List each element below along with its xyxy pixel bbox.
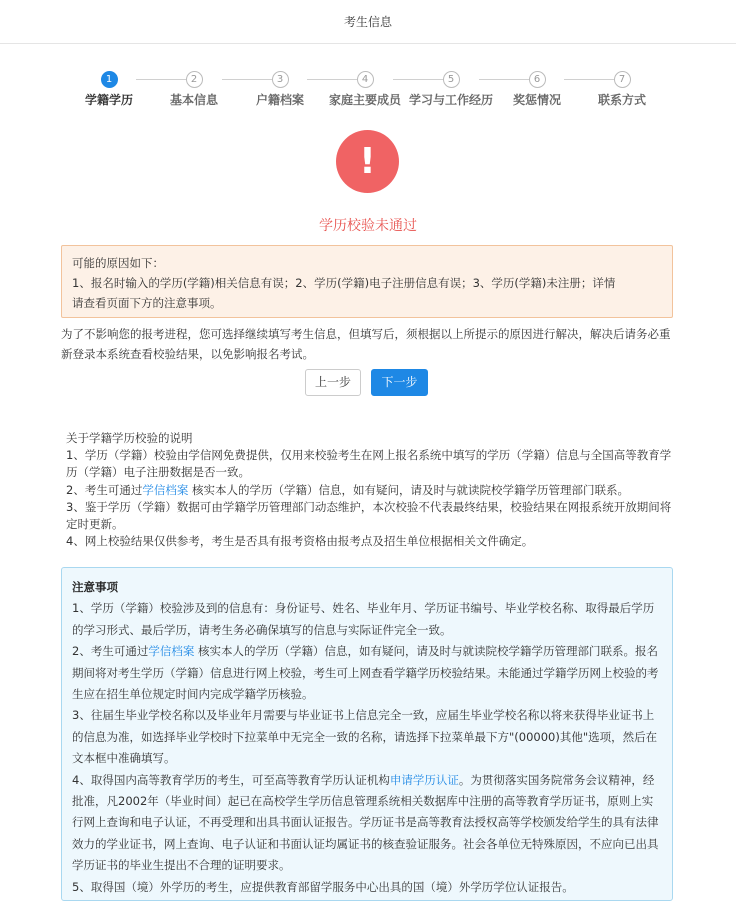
next-step-button[interactable]: 下一步 bbox=[371, 369, 428, 396]
step-connector bbox=[393, 79, 443, 80]
step-connector bbox=[307, 79, 357, 80]
step-number: 5 bbox=[443, 71, 460, 88]
reason-line: 1、报名时输入的学历(学籍)相关信息有误；2、学历(学籍)电子注册信息有误；3、学历(学籍)未注册；详情 bbox=[72, 276, 616, 290]
page-header bbox=[0, 0, 736, 44]
notice-text: 4、取得国内高等教育学历的考生，可至高等教育学历认证机构 bbox=[72, 772, 390, 787]
step-6 bbox=[494, 70, 580, 108]
step-connector bbox=[222, 79, 272, 80]
apply-certification-link[interactable]: 申请学历认证 bbox=[389, 772, 459, 787]
continue-notice-text: 为了不影响您的报考进程，您可选择继续填写考生信息，但填写后，须根据以上所提示的原因进行解决，解决后请务必重新登录本系统查看校验结果，以免影响报名考试。 bbox=[61, 327, 671, 361]
step-number: 7 bbox=[614, 71, 631, 88]
notice-item: 3、往届生毕业学校名称以及毕业年月需要与毕业证书上信息完全一致，应届生毕业学校名称以将来获得毕业证书上的信息为准，如选择毕业学校时下拉菜单中无完全一致的名称，请选择下拉菜单最下方"(00000)其他"选项，然后在文本框中准确填写。 bbox=[72, 708, 658, 766]
step-label: 户籍档案 bbox=[255, 93, 304, 107]
step-number: 3 bbox=[272, 71, 289, 88]
xuexin-archive-link[interactable]: 学信档案 bbox=[142, 482, 189, 497]
notice-item: 1、学历（学籍）校验涉及到的信息有：身份证号、姓名、毕业年月、学历证书编号、毕业学校名称、取得最后学历的学习形式、最后学历，请考生务必确保填写的信息与实际证件完全一致。 bbox=[72, 601, 655, 637]
step-label: 家庭主要成员 bbox=[328, 93, 401, 107]
step-connector bbox=[479, 79, 529, 80]
explanation-item: 4、网上校验结果仅供参考，考生是否具有报考资格由报考点及招生单位根据相关文件确定。 bbox=[66, 534, 534, 549]
reason-warning-box bbox=[61, 245, 673, 318]
notice-text: 。为贯彻落实国务院常务会议精神，经批准，凡2002年（毕业时间）起已在高校学生学历信息管理系统相关数据库中注册的高等教育学历证书，原则上实行网上查询和电子认证，不再受理和出具书面认证报告。学历证书是高等教育法授权高等学校颁发给学生的具有法律效力的学业证书，网上查询、电子认证和书面认证均属证书的核查验证服务。社会各单位无特殊原因，不应向已出具学历证书的毕业生提出不合理的证明要求。 bbox=[72, 772, 659, 873]
step-4 bbox=[322, 70, 408, 108]
step-number: 6 bbox=[529, 71, 546, 88]
step-label: 基本信息 bbox=[169, 93, 218, 107]
step-1 bbox=[66, 70, 152, 108]
step-connector bbox=[136, 79, 186, 80]
step-2 bbox=[151, 70, 237, 108]
page-title: 考生信息 bbox=[343, 15, 392, 29]
notice-item: 5、取得国（境）外学历的考生，应提供教育部留学服务中心出具的国（境）外学历学位认证报告。 bbox=[72, 879, 574, 894]
step-number: 2 bbox=[186, 71, 203, 88]
reason-heading: 可能的原因如下： bbox=[72, 256, 164, 270]
notice-title: 注意事项 bbox=[72, 580, 118, 594]
explanation-item: 3、鉴于学历（学籍）数据可由学籍学历管理部门动态维护，本次校验不代表最终结果，校验结果在网报系统开放期间将定时更新。 bbox=[66, 499, 672, 532]
step-number: 4 bbox=[357, 71, 374, 88]
explanation-item: 1、学历（学籍）校验由学信网免费提供，仅用来校验考生在网上报名系统中填写的学历（学籍）信息与全国高等教育学历（学籍）电子注册数据是否一致。 bbox=[66, 448, 672, 480]
notice-text: 2、考生可通过 bbox=[72, 644, 149, 659]
notice-text: 核实本人的学历（学籍）信息，如有疑问，请及时与就读院校学籍学历管理部门联系。报名期间将对考生学历（学籍）信息进行网上校验，考生可上网查看学籍学历校验结果。未能通过学籍学历网上校验的考生应在招生单位规定时间内完成学籍学历核验。 bbox=[72, 644, 659, 702]
explanation-item bbox=[66, 482, 672, 499]
prev-step-button[interactable]: 上一步 bbox=[305, 369, 361, 396]
notice-box bbox=[61, 567, 673, 901]
step-label: 学籍学历 bbox=[84, 93, 133, 107]
explanation-text: 2、考生可通过 bbox=[66, 482, 143, 497]
step-5 bbox=[408, 70, 494, 108]
validation-failed-title: 学历校验未通过 bbox=[319, 218, 417, 234]
step-connector bbox=[564, 79, 614, 80]
step-number: 1 bbox=[101, 71, 118, 88]
step-7 bbox=[579, 70, 665, 108]
step-3 bbox=[237, 70, 323, 108]
explanation-text: 核实本人的学历（学籍）信息，如有疑问，请及时与就读院校学籍学历管理部门联系。 bbox=[188, 482, 629, 497]
validation-explanation bbox=[66, 430, 672, 550]
notice-item bbox=[72, 641, 662, 705]
xuexin-archive-link[interactable]: 学信档案 bbox=[148, 644, 195, 659]
reason-line: 请查看页面下方的注意事项。 bbox=[72, 296, 222, 310]
step-label: 学习与工作经历 bbox=[408, 93, 493, 107]
notice-item bbox=[72, 770, 662, 877]
progress-steps bbox=[84, 70, 664, 110]
step-label: 联系方式 bbox=[597, 93, 646, 107]
explanation-title: 关于学籍学历校验的说明 bbox=[66, 431, 193, 445]
exclamation-icon: ! bbox=[336, 130, 399, 193]
step-label: 奖惩情况 bbox=[512, 93, 561, 107]
